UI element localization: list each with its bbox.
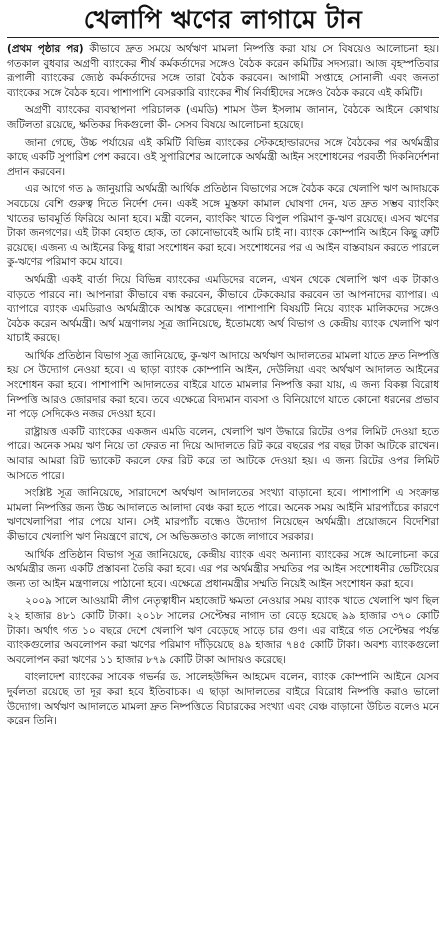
article-paragraph-11: বাংলাদেশ ব্যাংকের সাবেক গভর্নর ড. সালেহউদ্দিন আহমেদ বলেন, ব্যাংক কোম্পানি আইনে যেসব দুর্বলতা রয়েছে তা দূর করা হবে ইতিবাচক। এ ছাড়া আদালতের বাইরে বিরোধ নিষ্পত্তি করাও ভালো উদ্যোগ। অর্থঋণ আদালতে মামলা দ্রুত নিষ্পত্তিতে বিচারকের সংখ্যা এবং বেঞ্চ বাড়ানো উচিত বলেও মনে করেন তিনি। [7,671,439,728]
article-paragraph-6: আর্থিক প্রতিষ্ঠান বিভাগ সূত্র জানিয়েছে, কু-ঋণ আদায়ে অর্থঋণ আদালতের মামলা যাতে দ্রুত নিষ্পত্তি হয় সে উদ্যোগ নেওয়া হবে। এ ছাড়া ব্যাংক কোম্পানি আইন, দেউলিয়া এবং অর্থঋণ আদালত আইনের সংশোধন করা হবে। পাশাপাশি আদালতের বাইরে যাতে মামলার নিষ্পত্তি করা যায়, এ জন্য বিকল্প বিরোধ নিষ্পত্তি আরও জোরদার করা হবে। তবে এক্ষেত্রে বিদ্যমান ব্যবসা ও বিনিয়োগে যাতে কোনো ধরনের প্রভাব না পড়ে সেদিকেও নজর দেওয়া হবে। [7,349,439,421]
continuation-label: (প্রথম পৃষ্ঠার পর) [7,43,84,55]
article-paragraph-7: রাষ্ট্রায়ত্ত একটি ব্যাংকের একজন এমডি বলেন, খেলাপি ঋণ উদ্ধারে রিটের ওপর লিমিট দেওয়া হতে পারে। অনেক সময় ঋণ নিয়ে তা ফেরত না দিয়ে আদালতে রিট করে বছরের পর বছর টাকা আটকে রাখেন। আবার আমরা রিট ভ্যাকেট করলে ফের রিট করে তা আটকে দেওয়া হয়। এ জন্য রিটের ওপর লিমিট আসতে পারে। [7,425,439,482]
article-paragraph-2: অগ্রণী ব্যাংকের ব্যবস্থাপনা পরিচালক (এমডি) শামস উল ইসলাম জানান, বৈঠকে আইনে কোথায় জটিলতা রয়েছে, ক্ষতিকর দিকগুলো কী- সেসব বিষয়ে আলোচনা হয়েছে। [7,104,439,131]
article-paragraph-5: অর্থমন্ত্রী একই বার্তা দিয়ে বিভিন্ন ব্যাংকের এমডিদের বলেন, এখন থেকে খেলাপি ঋণ এক টাকাও বাড়তে পারবে না। আপনারা কীভাবে বন্ধ করবেন, কীভাবে টেককেয়ার করবেন তা আপনাদের ব্যাপার। এ ব্যাপারে ব্যাংক এমডিরাও অর্থমন্ত্রীকে আশ্বস্ত করেছেন। পাশাপাশি বিষয়টি নিয়ে ব্যাংক মালিকদের সঙ্গেও বৈঠক করেন অর্থমন্ত্রী। অর্থ মন্ত্রণালয় সূত্র জানিয়েছে, ইতোমধ্যে অর্থ বিভাগ ও কেন্দ্রীয় ব্যাংক খেলাপি ঋণ যাচাই করছে। [7,273,439,345]
article-paragraph-3: জানা গেছে, উচ্চ পর্যায়ের এই কমিটি বিভিন্ন ব্যাংকের স্টেকহোল্ডারদের সঙ্গে বৈঠকের পর অর্থমন্ত্রীর কাছে একটি সুপারিশ পেশ করবে। ওই সুপারিশের আলোকে অর্থমন্ত্রী আইন সংশোধনের পরবর্তী দিকনির্দেশনা প্রদান করবেন। [7,136,439,178]
article-paragraph-9: আর্থিক প্রতিষ্ঠান বিভাগ সূত্র জানিয়েছে, কেন্দ্রীয় ব্যাংক এবং অন্যান্য ব্যাংকের সঙ্গে আলোচনা করে অর্থমন্ত্রীর জন্য একটি প্রস্তাবনা তৈরি করা হবে। এর পর অর্থমন্ত্রীর সম্মতির পর আইন সংশোধনীর ভেটিংয়ের জন্য তা আইন মন্ত্রণালয়ে পাঠানো হবে। এক্ষেত্রে প্রধানমন্ত্রীর সম্মতি নিয়েই আইন সংশোধন করা হবে। [7,548,439,590]
article-paragraph-4: এর আগে গত ৯ জানুয়ারি অর্থমন্ত্রী আর্থিক প্রতিষ্ঠান বিভাগের সঙ্গে বৈঠক করে খেলাপি ঋণ আদায়কে সবচেয়ে বেশি গুরুত্ব দিতে নির্দেশ দেন। একই সঙ্গে মুস্তফা কামাল ঘোষণা দেন, যত দ্রুত সম্ভব ব্যাংকিং খাতের ভাবমূর্তি ফিরিয়ে আনা হবে। মন্ত্রী বলেন, ব্যাংকিং খাতে বিপুল পরিমাণ কু-ঋণ রয়েছে। এসব ঋণের টাকা জনগণের। এই টাকা বেহাত হোক, তা কোনোভাবেই আমি চাই না। ব্যাংক কোম্পানি আইনে কিছু ত্রুটি রয়েছে। এজন্য এ আইনের কিছু ধারা সংশোধন করা হবে। সংশোধনের পর এ আইন বাস্তবায়ন করতে পারলে কু-ঋণের পরিমাণ কমে যাবে। [7,183,439,269]
article-paragraph-10: ২০০৯ সালে আওয়ামী লীগ নেতৃত্বাধীন মহাজোট ক্ষমতা নেওয়ার সময় ব্যাংক খাতে খেলাপি ঋণ ছিল ২২ হাজার ৪৮১ কোটি টাকা। ২০১৮ সালের সেপ্টেম্বর নাগাদ তা বেড়ে হয়েছে ৯৯ হাজার ৩৭০ কোটি টাকা। অর্থাৎ গত ১০ বছরে দেশে খেলাপি ঋণ বেড়েছে সাড়ে চার গুণ। এর বাইরে গত সেপ্টেম্বর পর্যন্ত ব্যাংকগুলোর অবলোপন করা ঋণের পরিমাণ দাঁড়িয়েছে ৪৯ হাজার ৭৪৫ কোটি টাকা। অবশ্য ব্যাংকগুলো অবলোপন করা ঋণের ১১ হাজার ৮৭৯ কোটি টাকা আদায়ও করেছে। [7,595,439,666]
paragraph-1-text: কীভাবে দ্রুত সময়ে অর্থঋণ মামলা নিষ্পত্তি করা যায় সে বিষয়েও আলোচনা হয়। গতকাল বুধবার অগ্রণী ব্যাংকের শীর্ষ কর্মকর্তাদের সঙ্গেও বৈঠক করেন কমিটির সদস্যরা। আজ বৃহস্পতিবার রূপালী ব্যাংকের জ্যেষ্ঠ কর্মকর্তাদের সঙ্গে তারা বৈঠক করবেন। আগামী সপ্তাহে সোনালী এবং জনতা ব্যাংকের সঙ্গে বৈঠক হবে। পাশাপাশি বেসরকারি ব্যাংকের শীর্ষ নির্বাহীদের সঙ্গেও বৈঠক করবে এই কমিটি। [7,43,439,99]
article-paragraph-1 [7,42,439,100]
article-headline: খেলাপি ঋণের লাগামে টান [7,4,439,38]
article-paragraph-8: সংশ্লিষ্ট সূত্র জানিয়েছে, সারাদেশে অর্থঋণ আদালতের সংখ্যা বাড়ানো হবে। পাশাপাশি এ সংক্রান্ত মামলা নিষ্পত্তির জন্য উচ্চ আদালতে আলাদা বেঞ্চ করা হতে পারে। অনেক সময় আইনি মারপ্যাঁচের কারণে ঋণখেলাপিরা পার পেয়ে যান। সেই মারপ্যাঁচ বন্ধেও উদ্যোগ নিয়েছেন অর্থমন্ত্রী। প্রয়োজনে বিদেশিরা কীভাবে খেলাপি ঋণ নিয়ন্ত্রণে রাখে, সে অভিজ্ঞতাও কাজে লাগাবে সরকার। [7,487,439,543]
